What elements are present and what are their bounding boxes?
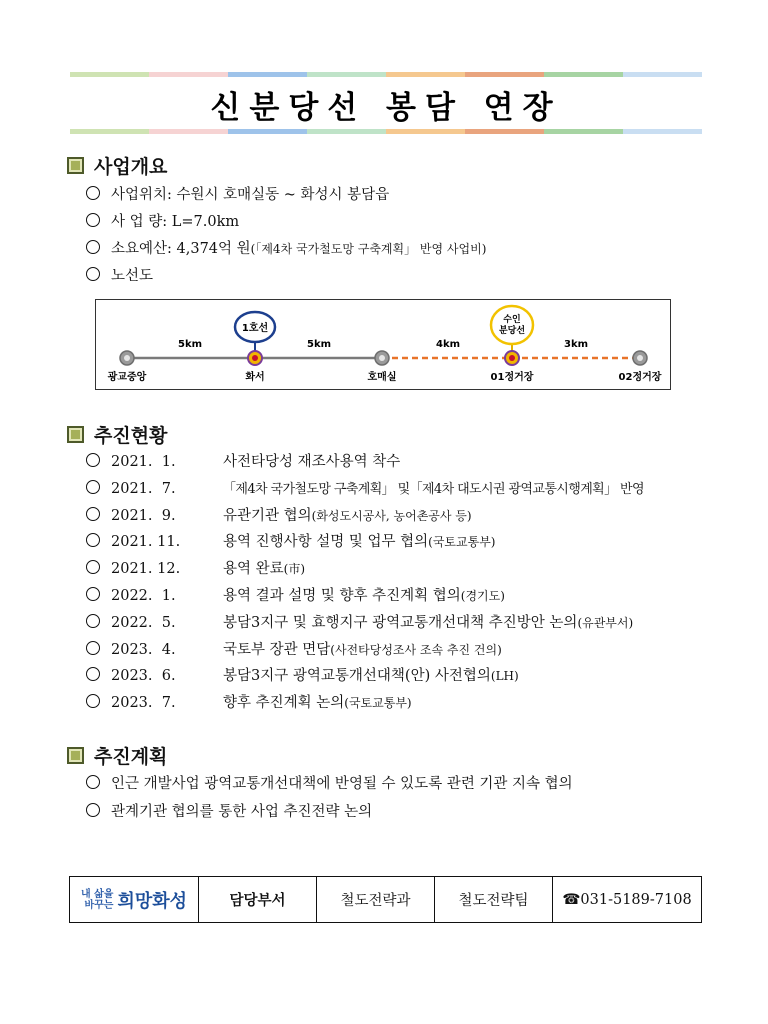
status-date: 2022. 5.: [111, 614, 176, 631]
logo-tagline-1: 내 삶을: [80, 888, 114, 900]
status-date: 2021. 1.: [111, 454, 176, 470]
status-row: [86, 560, 305, 578]
status-text: 사전타당성 재조사용역 착수: [223, 454, 401, 470]
status-text: 용역 완료: [223, 561, 284, 578]
section-heading-overview: [67, 152, 167, 179]
station-label: 화서: [245, 372, 265, 383]
status-text: 향후 추진계획 논의: [223, 695, 345, 712]
status-date: 2021. 7.: [111, 480, 176, 497]
plan-item: 관계기관 협의를 통한 사업 추진전략 논의: [86, 803, 372, 821]
station-label: 호매실: [367, 372, 397, 383]
section-title: 사업개요: [94, 156, 168, 178]
transfer-badge-label: 1호선: [241, 323, 269, 334]
status-note: (市): [283, 562, 306, 577]
station-marker: [633, 351, 647, 365]
status-row: [86, 533, 495, 551]
section-title: 추진현황: [94, 425, 168, 447]
phone-number: ☎031-5189-7108: [552, 877, 701, 922]
station-label: 광교중앙: [107, 372, 147, 383]
status-note: (유관부서): [577, 615, 634, 630]
transfer-badge-label: 수인: [503, 315, 521, 325]
status-text: 국토부 장관 면담: [223, 641, 331, 658]
section-heading-status: [67, 421, 167, 448]
status-note: (LH): [490, 669, 519, 684]
status-row: [86, 667, 519, 685]
route-map: [95, 299, 671, 390]
status-note: (국토교통부): [428, 535, 496, 550]
circle-bullet-icon: [86, 240, 100, 254]
circle-bullet-icon: [86, 614, 100, 628]
team: 철도전략팀: [434, 877, 552, 922]
overview-item: 사업위치: 수원시 호매실동 ~ 화성시 봉담읍: [86, 186, 389, 204]
top-color-band: [70, 72, 702, 77]
status-text: 봉담3지구 광역교통개선대책(안) 사전협의: [223, 668, 491, 685]
overview-item: 소요예산: 4,374억 원(「제4차 국가철도망 구축계획」 반영 사업비): [86, 240, 486, 258]
city-logo: [70, 877, 198, 922]
status-row: [86, 480, 644, 499]
station-marker-transfer: [505, 351, 519, 365]
circle-bullet-icon: [86, 267, 100, 281]
circle-bullet-icon: [86, 533, 100, 547]
status-date: 2021. 12.: [111, 561, 181, 578]
bullet-square-icon: [67, 426, 84, 443]
circle-bullet-icon: [86, 480, 100, 494]
circle-bullet-icon: [86, 641, 100, 655]
segment-label: 3km: [563, 339, 589, 350]
bottom-color-band: [70, 129, 702, 134]
station-label: 01정거장: [490, 372, 534, 383]
station-marker: [375, 351, 389, 365]
status-row: [86, 614, 633, 632]
status-date: 2023. 7.: [111, 695, 176, 712]
station-marker-transfer: [248, 351, 262, 365]
circle-bullet-icon: [86, 667, 100, 681]
overview-item: 사 업 량: L=7.0km: [86, 213, 239, 231]
circle-bullet-icon: [86, 507, 100, 521]
status-note: (사전타당성조사 조속 추진 건의): [330, 642, 502, 657]
circle-bullet-icon: [86, 453, 100, 467]
status-date: 2023. 4.: [111, 641, 176, 658]
status-row: [86, 694, 412, 712]
logo-tagline-2: 바꾸는: [84, 899, 114, 911]
segment-label: 5km: [177, 339, 203, 350]
contact-footer: [69, 876, 702, 923]
plan-item: 인근 개발사업 광역교통개선대책에 반영될 수 있도록 관련 기관 지속 협의: [86, 775, 573, 793]
owner-label: 담당부서: [198, 877, 316, 922]
status-row: [86, 587, 505, 605]
circle-bullet-icon: [86, 775, 100, 789]
status-text: 용역 결과 설명 및 향후 추진계획 협의: [223, 588, 461, 604]
transfer-badge-label: 분당선: [498, 326, 526, 336]
logo-brand: 희망화성: [117, 890, 188, 912]
section-heading-plan: [67, 742, 167, 769]
bullet-square-icon: [67, 157, 84, 174]
status-note: (경기도): [460, 589, 505, 603]
circle-bullet-icon: [86, 803, 100, 817]
segment-label: 5km: [306, 339, 332, 350]
overview-item: 노선도: [86, 267, 153, 285]
transfer-badge-suin: [491, 306, 533, 344]
status-text: 「제4차 국가철도망 구축계획」 및「제4차 대도시권 광역교통시행계획」 반영: [223, 481, 644, 497]
status-text: 용역 진행사항 설명 및 업무 협의: [223, 534, 429, 551]
status-date: 2023. 6.: [111, 668, 176, 685]
segment-label: 4km: [435, 339, 461, 350]
status-note: (화성도시공사, 농어촌공사 등): [311, 508, 472, 523]
department: 철도전략과: [316, 877, 434, 922]
route-map-svg: [96, 300, 670, 389]
circle-bullet-icon: [86, 587, 100, 601]
station-marker: [120, 351, 134, 365]
circle-bullet-icon: [86, 694, 100, 708]
station-label: 02정거장: [618, 372, 662, 383]
circle-bullet-icon: [86, 186, 100, 200]
status-row: [86, 641, 502, 659]
status-date: 2022. 1.: [111, 588, 176, 604]
section-title: 추진계획: [94, 746, 168, 768]
page-title: 신분당선 봉담 연장: [210, 90, 562, 126]
status-date: 2021. 9.: [111, 507, 176, 524]
circle-bullet-icon: [86, 213, 100, 227]
status-row: [86, 507, 472, 525]
status-text: 유관기관 협의: [223, 507, 312, 524]
bullet-square-icon: [67, 747, 84, 764]
status-row: [86, 453, 400, 471]
status-date: 2021. 11.: [111, 534, 181, 551]
status-text: 봉담3지구 및 효행지구 광역교통개선대책 추진방안 논의: [223, 614, 578, 631]
status-note: (국토교통부): [344, 696, 412, 711]
circle-bullet-icon: [86, 560, 100, 574]
